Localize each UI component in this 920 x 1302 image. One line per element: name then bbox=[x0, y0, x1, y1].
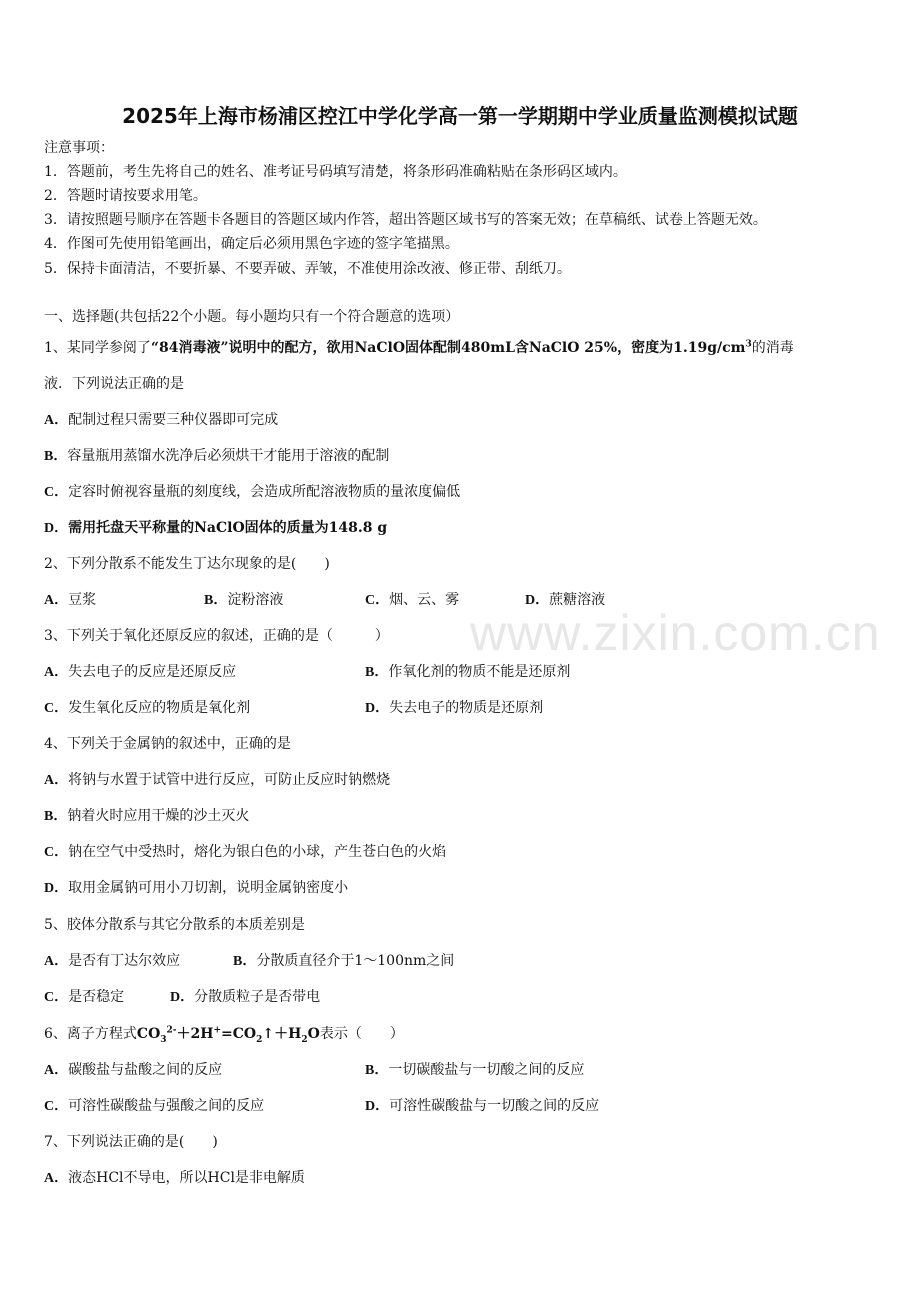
question-4-stem: 4、下列关于金属钠的叙述中，正确的是 bbox=[44, 736, 291, 752]
option-label: B． bbox=[233, 954, 257, 969]
option-text: 分散质直径介于1～100nm之间 bbox=[256, 953, 455, 969]
watermark: www.zixin.com.cn bbox=[470, 605, 881, 661]
q6-stem-start: 6、离子方程式 bbox=[44, 1026, 137, 1042]
formula-subscript: 3 bbox=[160, 1034, 167, 1045]
option-label: A． bbox=[44, 413, 69, 428]
q5-option-d bbox=[170, 988, 320, 1007]
q5-option-a bbox=[44, 952, 180, 971]
notice-item-3: 3．请按照题号顺序在答题卡各题目的答题区域内作答，超出答题区域书写的答案无效；在草稿纸、试卷上答题无效。 bbox=[44, 212, 767, 228]
option-label: A． bbox=[44, 1063, 69, 1078]
option-text: 豆浆 bbox=[68, 592, 97, 608]
q6-option-c bbox=[44, 1097, 264, 1116]
q3-option-d bbox=[365, 699, 543, 718]
option-label: B． bbox=[44, 449, 68, 464]
option-label: D． bbox=[170, 990, 195, 1005]
option-text: 容量瓶用蒸馏水洗净后必须烘干才能用于溶液的配制 bbox=[67, 448, 390, 464]
formula-superscript: 2- bbox=[166, 1025, 177, 1036]
question-1-stem-cont: 液．下列说法正确的是 bbox=[44, 376, 184, 392]
q2-option-c bbox=[365, 591, 459, 610]
q1-option-b bbox=[44, 447, 389, 466]
option-text: 取用金属钠可用小刀切割，说明金属钠密度小 bbox=[68, 880, 349, 896]
formula-part: ↑＋H bbox=[262, 1026, 302, 1042]
option-label: B． bbox=[44, 809, 68, 824]
section-heading: 一、选择题(共包括22个小题。每小题均只有一个符合题意的选项） bbox=[44, 309, 460, 325]
q5-option-c bbox=[44, 988, 124, 1007]
formula-part: =CO bbox=[221, 1026, 257, 1042]
q4-option-a bbox=[44, 771, 390, 790]
option-text: 可溶性碳酸盐与一切酸之间的反应 bbox=[389, 1098, 600, 1114]
question-5-stem: 5、胶体分散系与其它分散系的本质差别是 bbox=[44, 917, 305, 933]
notice-item-2: 2．答题时请按要求用笔。 bbox=[44, 188, 207, 204]
option-text: 淀粉溶液 bbox=[227, 592, 284, 608]
q3-option-b bbox=[365, 663, 570, 682]
q4-option-c bbox=[44, 843, 446, 862]
question-1-stem bbox=[44, 339, 794, 357]
option-text: 定容时俯视容量瓶的刻度线，会造成所配溶液物质的量浓度偏低 bbox=[68, 484, 461, 500]
option-label: A． bbox=[44, 593, 69, 608]
notice-item-1: 1．答题前，考生先将自己的姓名、准考证号码填写清楚，将条形码准确粘贴在条形码区域内。 bbox=[44, 164, 627, 180]
option-text: 配制过程只需要三种仪器即可完成 bbox=[68, 412, 279, 428]
option-text: 蔗糖溶液 bbox=[549, 592, 606, 608]
q1-superscript: 3 bbox=[745, 339, 752, 350]
option-text: 分散质粒子是否带电 bbox=[194, 989, 321, 1005]
option-text: 需用托盘天平称量的NaClO固体的质量为148.8 g bbox=[68, 520, 388, 536]
formula-part: CO bbox=[136, 1026, 161, 1042]
q1-option-c bbox=[44, 483, 460, 502]
q4-option-b bbox=[44, 807, 249, 826]
q7-option-a bbox=[44, 1169, 305, 1188]
option-text: 将钠与水置于试管中进行反应，可防止反应时钠燃烧 bbox=[68, 772, 391, 788]
option-text: 一切碳酸盐与一切酸之间的反应 bbox=[388, 1062, 585, 1078]
option-text: 钠在空气中受热时，熔化为银白色的小球，产生苍白色的火焰 bbox=[68, 844, 447, 860]
option-label: A． bbox=[44, 954, 69, 969]
q3-option-c bbox=[44, 699, 250, 718]
question-6-stem bbox=[44, 1025, 404, 1043]
q1-option-a bbox=[44, 411, 278, 430]
option-text: 失去电子的物质是还原剂 bbox=[389, 700, 544, 716]
q4-option-d bbox=[44, 879, 348, 898]
option-label: A． bbox=[44, 665, 69, 680]
q1-stem-text: “84消毒液”说明中的配方，欲用NaClO固体配制480mL含NaClO 25%，密度为1.19g/cm bbox=[150, 340, 746, 356]
option-text: 烟、云、雾 bbox=[389, 592, 460, 608]
option-label: C． bbox=[365, 593, 390, 608]
formula-subscript: 2 bbox=[301, 1034, 308, 1045]
option-text: 碳酸盐与盐酸之间的反应 bbox=[68, 1062, 223, 1078]
option-label: A． bbox=[44, 1171, 69, 1186]
option-label: B． bbox=[365, 665, 389, 680]
option-text: 是否稳定 bbox=[68, 989, 125, 1005]
formula-superscript: + bbox=[213, 1025, 222, 1036]
option-text: 发生氧化反应的物质是氧化剂 bbox=[68, 700, 251, 716]
option-label: B． bbox=[365, 1063, 389, 1078]
option-label: D． bbox=[44, 521, 69, 536]
option-label: C． bbox=[44, 1099, 69, 1114]
option-label: D． bbox=[525, 593, 550, 608]
option-label: C． bbox=[44, 990, 69, 1005]
option-label: A． bbox=[44, 773, 69, 788]
q6-stem-end: 表示（ ） bbox=[319, 1026, 404, 1042]
q5-option-b bbox=[233, 952, 454, 971]
option-label: C． bbox=[44, 845, 69, 860]
option-text: 液态HCl不导电，所以HCl是非电解质 bbox=[68, 1170, 305, 1186]
notice-heading: 注意事项： bbox=[44, 140, 114, 156]
page-title: 2025年上海市杨浦区控江中学化学高一第一学期期中学业质量监测模拟试题 bbox=[122, 104, 798, 128]
q1-number: 1、某同学参阅了 bbox=[44, 340, 151, 356]
question-7-stem: 7、下列说法正确的是( ) bbox=[44, 1134, 218, 1150]
q2-option-a bbox=[44, 591, 96, 610]
q3-option-a bbox=[44, 663, 236, 682]
q6-option-d bbox=[365, 1097, 599, 1116]
option-label: D． bbox=[365, 701, 390, 716]
option-label: D． bbox=[44, 881, 69, 896]
notice-item-5: 5．保持卡面清洁，不要折暴、不要弄破、弄皱，不准使用涂改液、修正带、刮纸刀。 bbox=[44, 261, 571, 277]
q6-option-a bbox=[44, 1061, 222, 1080]
option-text: 作氧化剂的物质不能是还原剂 bbox=[388, 664, 571, 680]
notice-item-4: 4．作图可先使用铅笔画出，确定后必须用黑色字迹的签字笔描黑。 bbox=[44, 236, 459, 252]
option-text: 是否有丁达尔效应 bbox=[68, 953, 181, 969]
formula-part: O bbox=[307, 1026, 320, 1042]
q1-option-d bbox=[44, 519, 387, 538]
option-text: 钠着火时应用干燥的沙土灭火 bbox=[67, 808, 250, 824]
option-label: C． bbox=[44, 485, 69, 500]
option-text: 可溶性碳酸盐与强酸之间的反应 bbox=[68, 1098, 265, 1114]
question-3-stem: 3、下列关于氧化还原反应的叙述，正确的是（ ） bbox=[44, 628, 389, 644]
option-label: D． bbox=[365, 1099, 390, 1114]
q6-option-b bbox=[365, 1061, 584, 1080]
q2-option-b bbox=[204, 591, 283, 610]
formula-subscript: 2 bbox=[256, 1034, 263, 1045]
option-text: 失去电子的反应是还原反应 bbox=[68, 664, 237, 680]
option-label: C． bbox=[44, 701, 69, 716]
question-2-stem: 2、下列分散系不能发生丁达尔现象的是( ) bbox=[44, 556, 330, 572]
q1-stem-end: 的消毒 bbox=[751, 340, 794, 356]
formula-part: ＋2H bbox=[176, 1026, 214, 1042]
option-label: B． bbox=[204, 593, 228, 608]
q2-option-d bbox=[525, 591, 605, 610]
